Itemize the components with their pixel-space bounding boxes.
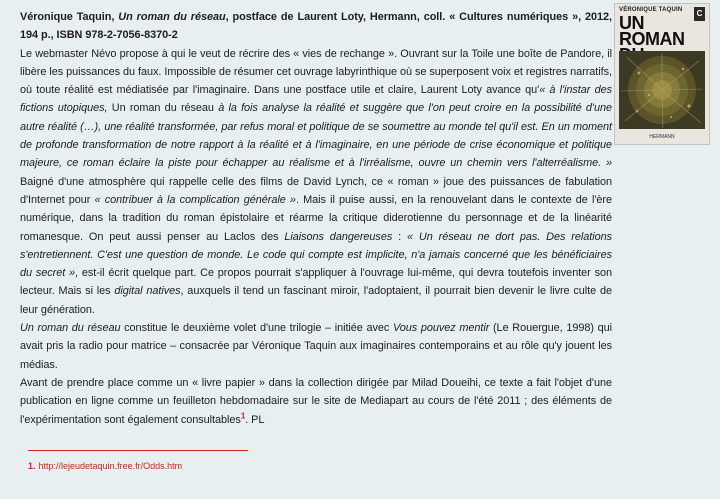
p2-text-1: constitue le deuxième volet d'une trilogie – initiée avec [120,322,393,335]
p1-text-1: Le webmaster Névo propose à qui le veut de récrire des « vies de rechange ». Ouvrant sur la Toile une boîte de Pandore, il libère les puissances du faux. Impossible de résumer cet ouvrage labyrinthique où se superposent voix et registres narratifs, où toute réalité est médiatisée par l'imaginaire. Dans une postface utile et claire, Laurent Loty avance qu' [20,47,612,97]
footnote-reference[interactable]: 1 [240,410,246,420]
p1-text-6: , est-il écrit quelque part. Ce propos pourrait s'appliquer à l'ouvrage lui-même, qui devra toutefois inventer son lecteur. Mais si les [20,267,612,298]
heading-details: , postface de Laurent Loty, Hermann, coll. « Cultures numériques », 2012, 194 p., ISBN 978-2-7056-8370-2 [20,11,613,42]
heading-author: Véronique Taquin, [20,11,119,23]
book-cover [614,3,710,145]
p1-quote-2: à la fois analyse la réalité et suggère que l'on peut croire en la possibilité d'une autre réalité (…), une réalité transformée, par refus moral et politique de se soumettre au monde tel qu'il est. En un moment de profonde transformation de notre rapport à la réalité et à l'imaginaire, en une période de crise économique et politique majeure, ce roman éclaire la piste pour échapper au réalisme et à l'irréalisme, ouvre un chemin vers l'alterréalisme. » [20,102,612,170]
cover-publisher: HERMANN [649,134,675,140]
p1-text-2: Un roman du réseau [111,102,214,115]
p1-book-title: Liaisons dangereuses [284,230,393,243]
cover-author: VÉRONIQUE TAQUIN [619,7,683,13]
footnote [28,461,182,471]
p1-text-5: : [392,230,407,243]
p1-term: digital natives [114,285,181,298]
heading-title: Un roman du réseau [118,11,226,23]
review-paragraph-1 [20,45,612,319]
review-heading [20,8,612,45]
p2-title-2: Vous pouvez mentir [392,322,490,335]
p2-title-1: Un roman du réseau [20,322,121,335]
cover-title-line-1: UN ROMAN [619,13,685,49]
p1-quote-4: « Un réseau ne dort pas. Des relations s'entretiennent. C'est une question de monde. Le code qui compte est implicite, n'a jamais concerné que les bénéficiaires du secret » [20,230,612,280]
p1-text-3: Baigné d'une atmosphère qui rappelle celle des films de David Lynch, ce « roman » joue des puissances de fabulation d'Internet pour [20,175,612,206]
p3-text-1: Avant de prendre place comme un « livre papier » dans la collection dirigée par Milad Doueihi, ce texte a fait l'objet d'une publication en ligne comme un feuilleton hebdomadaire sur le site de Mediapart au cours de l'été 2011 ; des éléments de l'expérimentation sont également consultables [20,376,612,426]
review-paragraph-2 [20,319,612,374]
p1-text-7: , auxquels il tend un fascinant miroir, l'adoptaient, il pourrait bien devenir le livre culte de leur génération. [20,285,613,316]
footnote-divider [28,450,248,451]
review-paragraph-3 [20,374,612,429]
p3-signature: . PL [245,413,265,426]
book-review [20,8,612,429]
p1-text-4: . Mais il puise aussi, en la renouvelant dans le contexte de l'ère numérique, dans la tradition du roman épistolaire et réarme la critique diderotienne du personnage et de la linéarité romanesque. On peut aussi penser au Laclos des [20,193,612,243]
p1-quote-3: « contribuer à la complication générale » [94,193,296,206]
cover-artwork [619,51,705,129]
p2-text-2: (Le Rouergue, 1998) qui avait pris la radio pour matrice – consacrée par Véronique Taquin aux imaginaires contemporains et au rôle qu'y jouent les médias. [20,322,612,371]
footnote-link[interactable]: http://lejeudetaquin.free.fr/Odds.htm [38,461,183,471]
publisher-logo-icon: C [694,7,705,21]
p1-quote-1: « à l'instar des fictions utopiques, [20,84,612,115]
footnote-number: 1. [28,461,36,471]
